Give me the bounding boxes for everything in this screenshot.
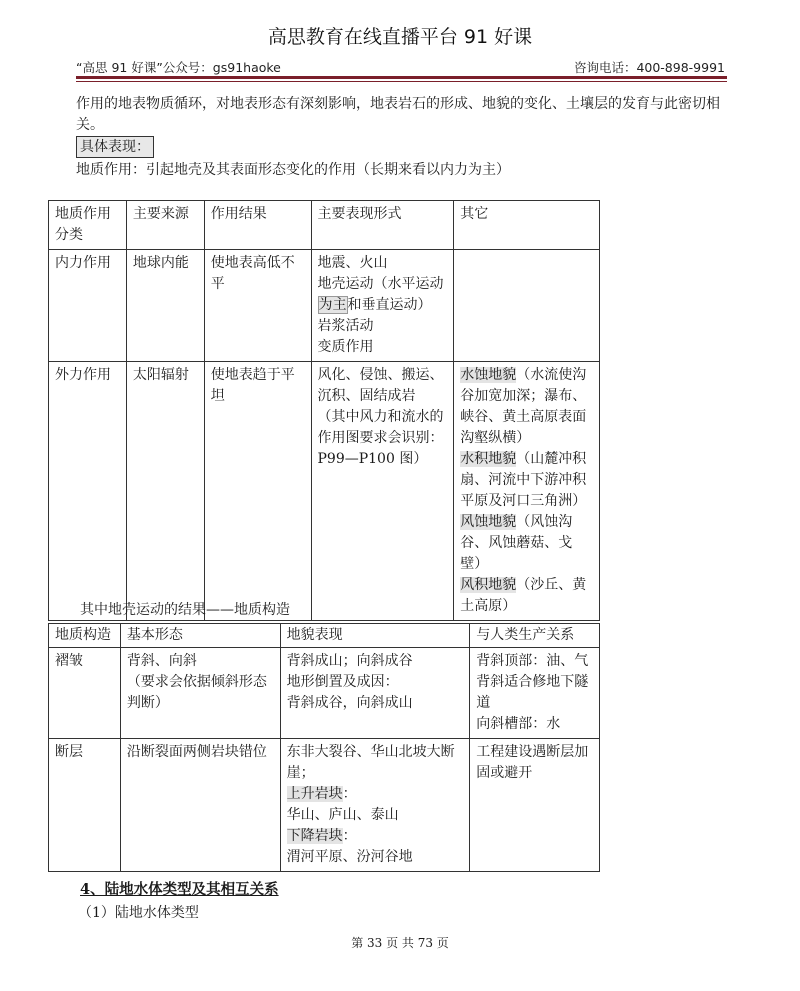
cell-type: 外力作用 [49, 362, 127, 621]
intro-paragraph [76, 94, 724, 136]
page-footer: 第 33 页 共 73 页 [351, 936, 449, 950]
table-header-row [49, 624, 600, 648]
header-cell: 地质作用分类 [49, 201, 127, 250]
cell-landform [280, 739, 470, 872]
table-row-fault [49, 739, 600, 872]
header-cell: 地质构造 [49, 624, 121, 648]
highlight-mark: 为主 [318, 297, 347, 313]
landform-item [460, 512, 593, 575]
landform-item: 背斜成山；向斜成谷 [286, 653, 413, 669]
header-cell: 其它 [454, 201, 600, 250]
structure-intro: 其中地壳运动的结果——地质构造 [80, 602, 290, 618]
table-row-internal [49, 250, 600, 362]
down-block-label: 下降岩块 [286, 828, 343, 844]
up-block-label: 上升岩块 [286, 786, 343, 802]
cell-type: 内力作用 [49, 250, 127, 362]
header-cell: 基本形态 [120, 624, 280, 648]
form-item: 地震、火山 [317, 255, 388, 271]
header-phone: 咨询电话：400-898-9991 [573, 60, 725, 75]
header-cell: 与人类生产关系 [470, 624, 600, 648]
cell-relation [470, 648, 600, 739]
header-cell: 地貌表现 [280, 624, 470, 648]
form-item: 地壳运动（水平运动 [317, 276, 444, 292]
landform-item: 东非大裂谷、华山北坡大断崖； [286, 744, 455, 781]
relation-item: 背斜适合修地下隧道 [476, 674, 589, 711]
landform-desc: （山麓冲积扇、河流中下游冲积平原及河口三角洲） [460, 451, 587, 509]
cell-forms [311, 250, 454, 362]
cell-forms [311, 362, 454, 621]
cell-relation [470, 739, 600, 872]
header-cell: 作用结果 [204, 201, 311, 250]
relation-item: 工程建设遇断层加固或避开 [476, 744, 589, 781]
cell-source: 太阳辐射 [126, 362, 204, 621]
cell-landform [280, 648, 470, 739]
cell-result: 使地表趋于平坦 [204, 362, 311, 621]
cell-type: 褶皱 [49, 648, 121, 739]
header-cell: 主要来源 [126, 201, 204, 250]
landform-term: 水蚀地貌 [460, 367, 517, 383]
landform-item [460, 365, 593, 449]
section-title: 4、陆地水体类型及其相互关系 [80, 881, 279, 898]
form-item: 变质作用 [317, 339, 374, 355]
form-item: 沿断裂面两侧岩块错位 [126, 744, 267, 760]
header-cell: 主要表现形式 [311, 201, 454, 250]
form-item [318, 295, 448, 316]
landform-desc: （水流使沟谷加宽加深；瀑布、峡谷、黄土高原表面沟壑纵横） [460, 367, 587, 446]
cell-result: 使地表高低不平 [204, 250, 311, 362]
landform-item: 渭河平原、汾河谷地 [286, 849, 413, 865]
landform-term: 风积地貌 [460, 577, 517, 593]
landform-item: 背斜成谷，向斜成山 [286, 695, 413, 711]
cell-form [120, 648, 280, 739]
landform-term: 水积地貌 [460, 451, 517, 467]
form-item-cont: 和垂直运动） [347, 297, 432, 313]
header-rule-thin [76, 81, 727, 82]
header-wechat: “高思 91 好课”公众号：gs91haoke [76, 60, 281, 75]
relation-item: 向斜槽部：水 [476, 716, 561, 732]
geologic-structure-table [48, 623, 600, 872]
header-rule-thick [76, 76, 727, 79]
form-item: （要求会依据倾斜形态判断） [126, 674, 267, 711]
page-header-title: 高思教育在线直播平台 91 好课 [267, 26, 533, 48]
landform-item: 地形倒置及成因： [286, 674, 399, 690]
cell-source: 地球内能 [126, 250, 204, 362]
table-row-external [49, 362, 600, 621]
form-item: 背斜、向斜 [126, 653, 197, 669]
cell-other [454, 362, 600, 621]
table-row-fold [49, 648, 600, 739]
form-item: 岩浆活动 [317, 318, 374, 334]
landform-item: 下降岩块： [286, 828, 357, 844]
cell-type: 断层 [49, 739, 121, 872]
landform-item: 上升岩块： [286, 786, 357, 802]
header-info [76, 58, 727, 76]
landform-item [460, 449, 593, 512]
intro-line-1: 作用的地表物质循环，对地表形态有深刻影响，地表岩石的形成、地貌的变化、土壤层的发育与此密切相 [76, 96, 720, 112]
landform-desc: （风蚀沟谷、风蚀蘑菇、戈壁） [460, 514, 573, 572]
relation-item: 背斜顶部：油、气 [476, 653, 589, 669]
form-item: （其中风力和流水的作用图要求会识别：P99—P100 图） [317, 409, 444, 467]
definition-line: 地质作用：引起地壳及其表面形态变化的作用（长期来看以内力为主） [76, 162, 510, 178]
concrete-label: 具体表现： [76, 136, 154, 158]
landform-desc: （沙丘、黄土高原） [460, 577, 587, 614]
form-item: 风化、侵蚀、搬运、沉积、固结成岩 [317, 367, 444, 404]
landform-term: 风蚀地貌 [460, 514, 517, 530]
cell-other [454, 250, 600, 362]
table-header-row [49, 201, 600, 250]
cell-form [120, 739, 280, 872]
sub-title: （1）陆地水体类型 [78, 905, 199, 921]
landform-item: 华山、庐山、泰山 [286, 807, 399, 823]
intro-line-2: 关。 [76, 117, 104, 133]
geologic-action-table [48, 200, 600, 621]
